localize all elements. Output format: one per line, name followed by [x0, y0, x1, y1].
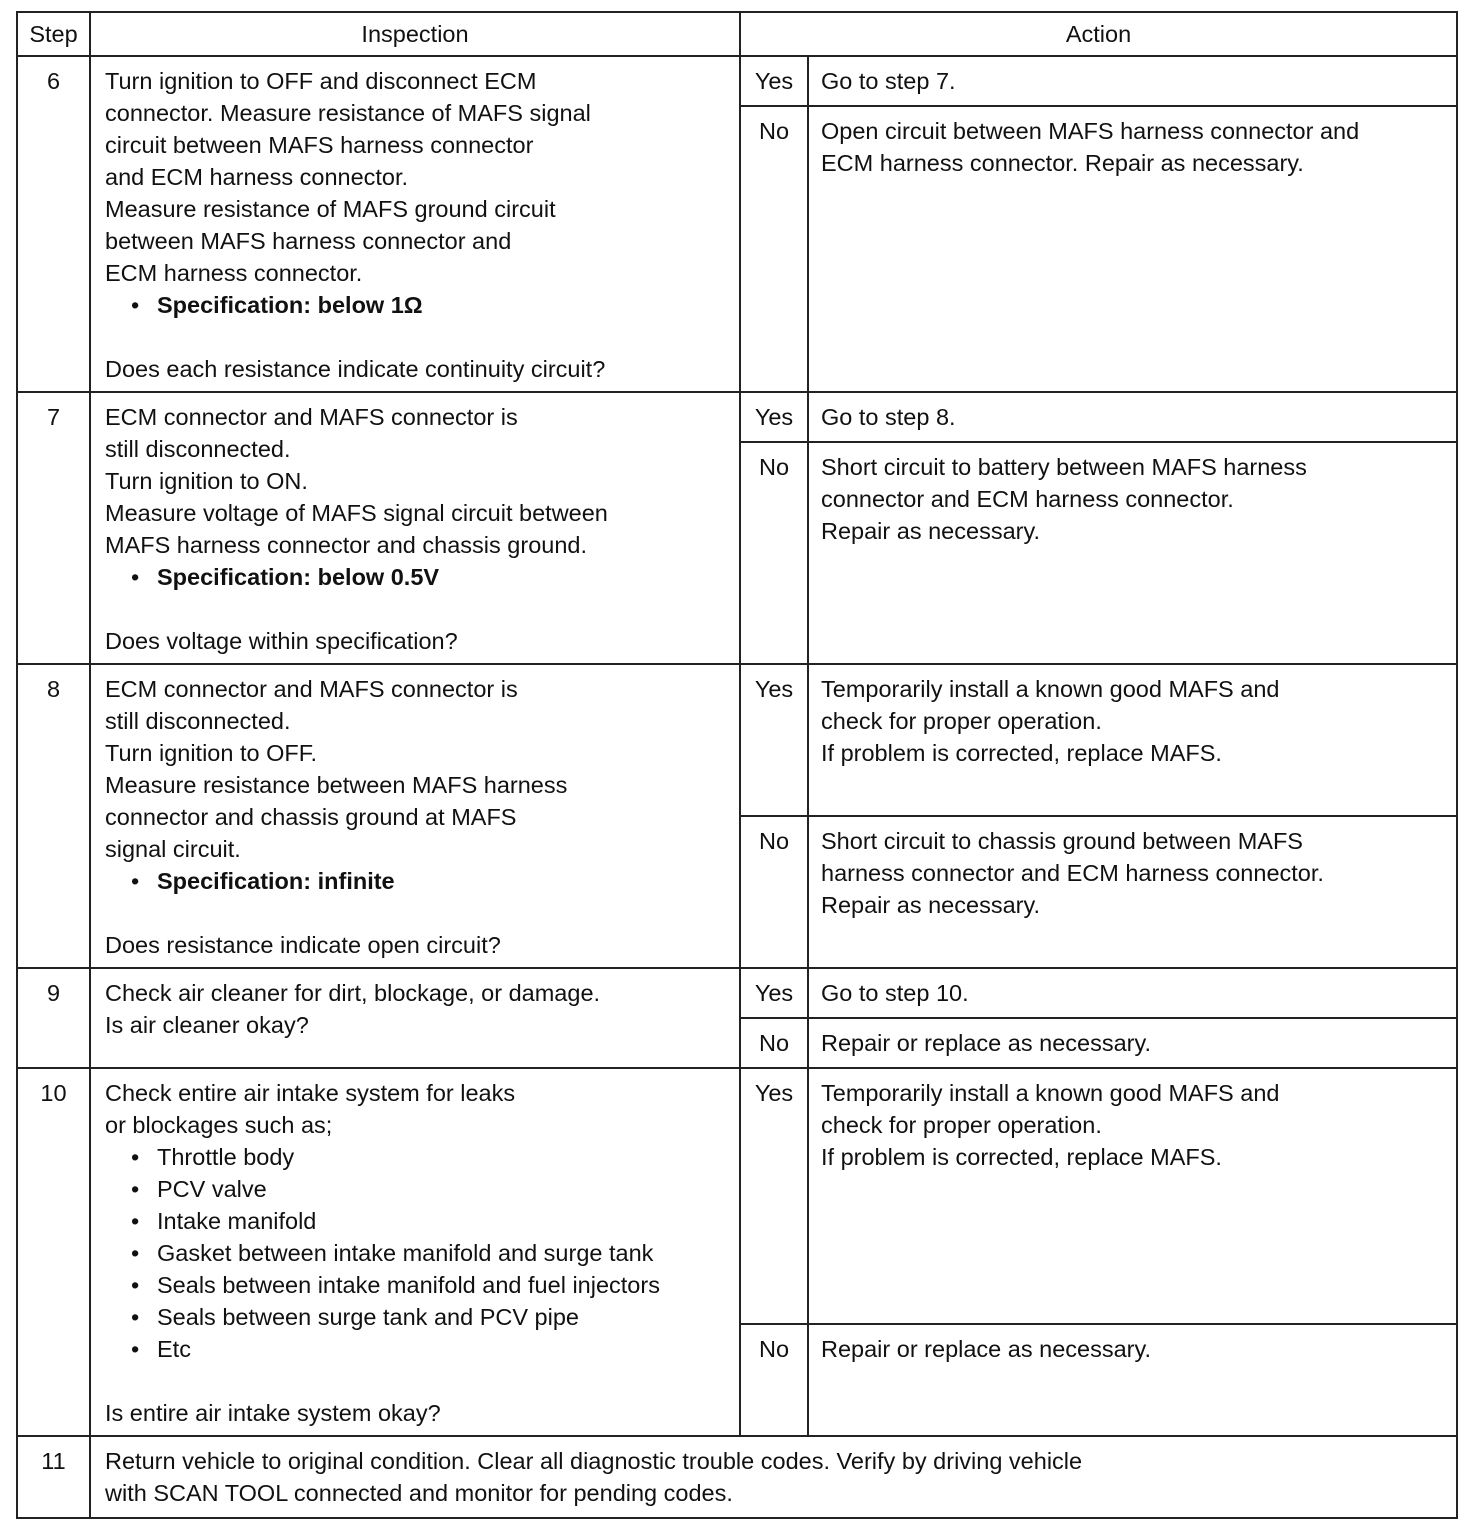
specification-text: Specification: infinite — [157, 868, 395, 894]
action-line: harness connector and ECM harness connector. — [821, 860, 1324, 886]
no-action — [808, 106, 1457, 392]
action-line: check for proper operation. — [821, 1112, 1102, 1138]
step-number: 9 — [17, 968, 90, 1068]
step-number: 7 — [17, 392, 90, 664]
inspection-line: Measure resistance of MAFS ground circuit — [105, 196, 556, 222]
step-number: 11 — [17, 1436, 90, 1518]
specification-text: Specification: below 1Ω — [157, 292, 423, 318]
action-line: Repair or replace as necessary. — [821, 1335, 1152, 1362]
action-line: If problem is corrected, replace MAFS. — [821, 1144, 1222, 1170]
action-line: Repair or replace as necessary. — [821, 1030, 1152, 1056]
bullet-text: Seals between surge tank and PCV pipe — [157, 1304, 579, 1330]
no-label: No — [740, 1018, 808, 1068]
bullet-item — [105, 1141, 729, 1173]
bullet-text: Etc — [157, 1336, 191, 1362]
yes-action — [808, 968, 1457, 1018]
action-line: Go to step 10. — [821, 980, 969, 1006]
specification — [105, 561, 729, 593]
bullet-text: Gasket between intake manifold and surge tank — [157, 1240, 654, 1266]
table-row — [17, 56, 1457, 106]
inspection-question: Does each resistance indicate continuity circuit? — [105, 356, 606, 382]
bullet-icon: • — [131, 564, 140, 590]
final-step-cell — [90, 1436, 1457, 1518]
bullet-icon: • — [131, 1336, 140, 1362]
table-row — [17, 392, 1457, 442]
action-line: ECM harness connector. Repair as necessary. — [821, 150, 1304, 176]
action-line: Repair as necessary. — [821, 518, 1040, 544]
yes-action — [808, 392, 1457, 442]
yes-label: Yes — [740, 968, 808, 1018]
bullet-text: Throttle body — [157, 1144, 295, 1170]
action-line: Go to step 8. — [821, 404, 956, 430]
inspection-line: Turn ignition to OFF. — [105, 740, 318, 766]
inspection-line: connector and chassis ground at MAFS — [105, 804, 517, 830]
yes-label: Yes — [740, 392, 808, 442]
inspection-line: Check entire air intake system for leaks — [105, 1080, 516, 1106]
final-line: with SCAN TOOL connected and monitor for pending codes. — [105, 1480, 733, 1506]
inspection-line: Check air cleaner for dirt, blockage, or damage. — [105, 980, 601, 1006]
action-line: Short circuit to chassis ground between MAFS — [821, 828, 1303, 854]
bullet-icon: • — [131, 292, 140, 318]
action-line: Temporarily install a known good MAFS and — [821, 676, 1280, 702]
bullet-icon: • — [131, 1272, 140, 1298]
specification — [105, 289, 729, 321]
bullet-icon: • — [131, 1304, 140, 1330]
step-number: 10 — [17, 1068, 90, 1436]
bullet-item — [105, 1173, 729, 1205]
step-number: 6 — [17, 56, 90, 392]
final-line: Return vehicle to original condition. Clear all diagnostic trouble codes. Verify by driving vehicle — [105, 1448, 1083, 1474]
inspection-line: Turn ignition to OFF and disconnect ECM — [105, 68, 537, 94]
bullet-icon: • — [131, 1176, 140, 1202]
header-inspection: Inspection — [90, 12, 740, 56]
inspection-cell — [90, 1068, 740, 1436]
no-action — [808, 816, 1457, 968]
bullet-icon: • — [131, 1240, 140, 1266]
action-line: Open circuit between MAFS harness connector and — [821, 118, 1360, 144]
no-label: No — [740, 442, 808, 664]
inspection-line: and ECM harness connector. — [105, 164, 409, 190]
inspection-question: Does resistance indicate open circuit? — [105, 932, 501, 958]
inspection-line: Measure resistance between MAFS harness — [105, 772, 568, 798]
inspection-line: circuit between MAFS harness connector — [105, 132, 534, 158]
yes-label: Yes — [740, 56, 808, 106]
inspection-line: still disconnected. — [105, 436, 291, 462]
yes-label: Yes — [740, 1068, 808, 1324]
inspection-line: Is air cleaner okay? — [105, 1012, 309, 1038]
yes-action — [808, 1068, 1457, 1324]
bullet-icon: • — [131, 868, 140, 894]
action-line: check for proper operation. — [821, 708, 1102, 734]
bullet-item — [105, 1301, 729, 1333]
no-label: No — [740, 816, 808, 968]
table-row — [17, 1436, 1457, 1518]
no-action — [808, 1324, 1457, 1436]
bullet-icon: • — [131, 1208, 140, 1234]
no-action — [808, 1018, 1457, 1068]
header-row — [17, 12, 1457, 56]
inspection-line: Turn ignition to ON. — [105, 468, 308, 494]
inspection-line: still disconnected. — [105, 708, 291, 734]
no-action — [808, 442, 1457, 664]
inspection-line: Measure voltage of MAFS signal circuit between — [105, 500, 608, 526]
yes-action — [808, 664, 1457, 816]
inspection-line: connector. Measure resistance of MAFS signal — [105, 100, 591, 126]
yes-label: Yes — [740, 664, 808, 816]
inspection-line: between MAFS harness connector and — [105, 228, 512, 254]
bullet-text: Intake manifold — [157, 1208, 317, 1234]
header-step: Step — [17, 12, 90, 56]
action-line: Repair as necessary. — [821, 892, 1040, 918]
table-row — [17, 664, 1457, 816]
table-row — [17, 1068, 1457, 1324]
inspection-line: MAFS harness connector and chassis ground. — [105, 532, 588, 558]
inspection-question: Is entire air intake system okay? — [105, 1400, 441, 1426]
header-action: Action — [740, 12, 1457, 56]
bullet-text: PCV valve — [157, 1176, 267, 1202]
no-label: No — [740, 1324, 808, 1436]
inspection-cell — [90, 968, 740, 1068]
inspection-line: ECM connector and MAFS connector is — [105, 676, 518, 702]
table-row — [17, 968, 1457, 1018]
action-line: Short circuit to battery between MAFS harness — [821, 454, 1307, 480]
bullet-text: Seals between intake manifold and fuel injectors — [157, 1272, 660, 1298]
diagnostic-table — [16, 11, 1458, 1519]
inspection-line: ECM connector and MAFS connector is — [105, 404, 518, 430]
step-number: 8 — [17, 664, 90, 968]
inspection-line: signal circuit. — [105, 836, 241, 862]
bullet-item — [105, 1205, 729, 1237]
yes-action — [808, 56, 1457, 106]
bullet-item — [105, 1237, 729, 1269]
inspection-cell — [90, 392, 740, 664]
inspection-line: ECM harness connector. — [105, 260, 363, 286]
action-line: connector and ECM harness connector. — [821, 486, 1234, 512]
action-line: If problem is corrected, replace MAFS. — [821, 740, 1222, 766]
no-label: No — [740, 106, 808, 392]
bullet-item — [105, 1269, 729, 1301]
bullet-icon: • — [131, 1144, 140, 1170]
bullet-item — [105, 1333, 729, 1365]
action-line: Temporarily install a known good MAFS and — [821, 1080, 1280, 1106]
inspection-line: or blockages such as; — [105, 1112, 333, 1138]
inspection-question: Does voltage within specification? — [105, 628, 458, 654]
action-line: Go to step 7. — [821, 68, 956, 94]
specification-text: Specification: below 0.5V — [157, 564, 440, 590]
inspection-cell — [90, 56, 740, 392]
specification — [105, 865, 729, 897]
inspection-cell — [90, 664, 740, 968]
